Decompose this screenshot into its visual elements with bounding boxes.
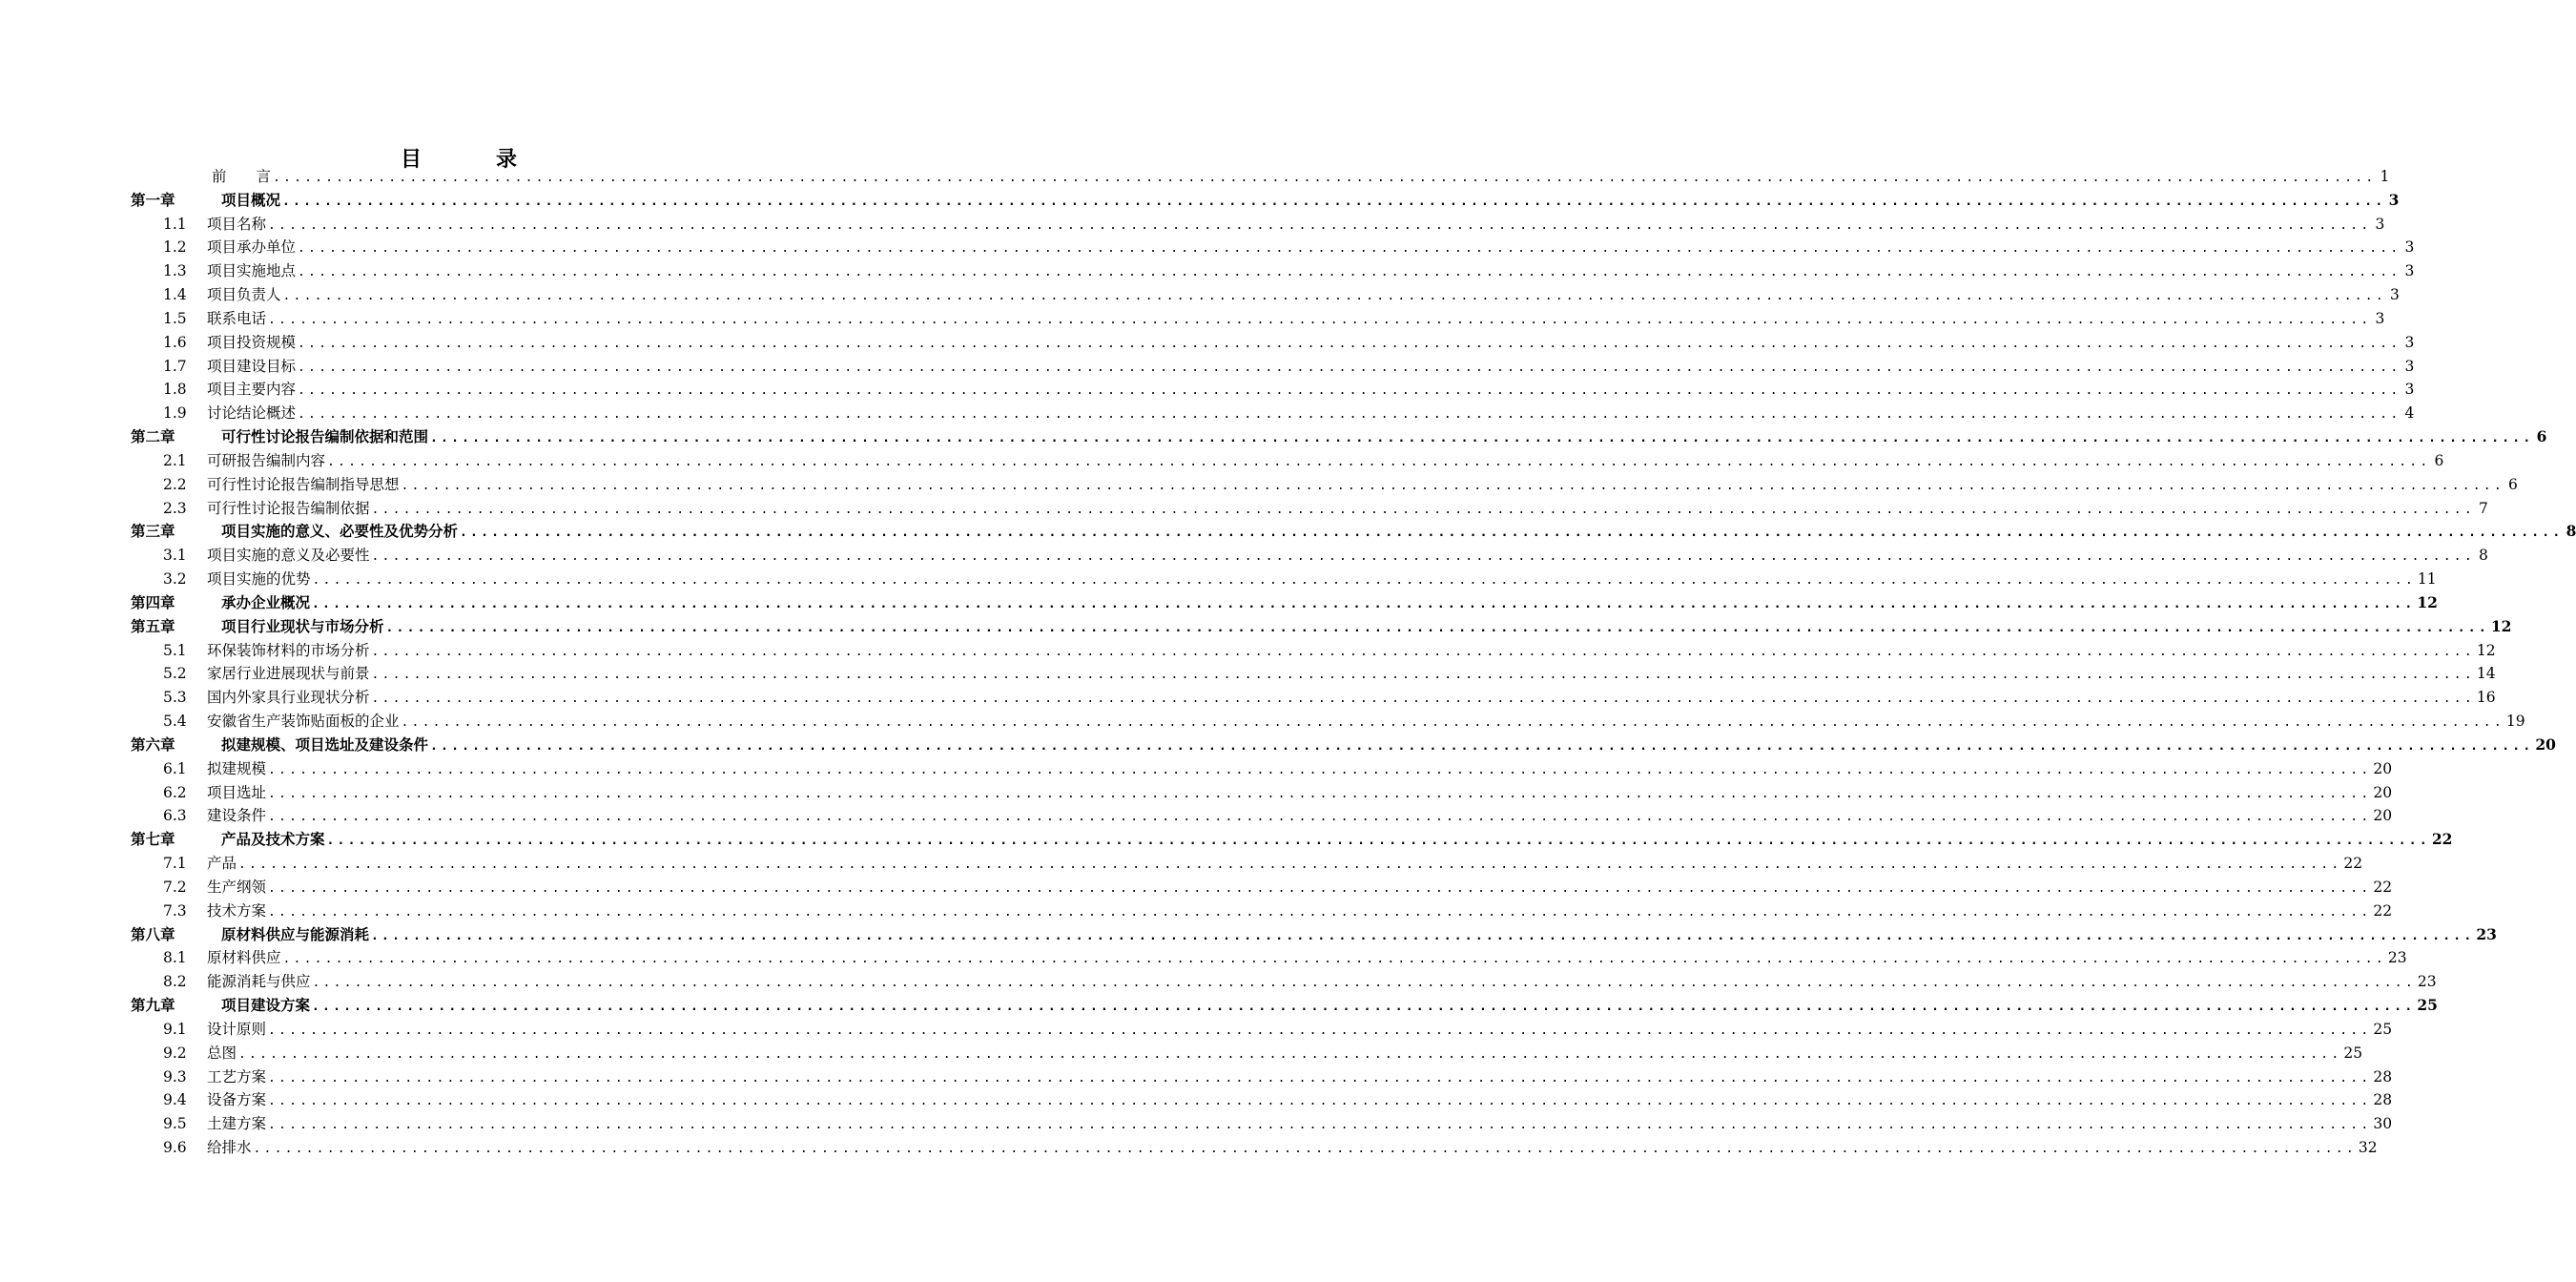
toc-dot-leader: ........................................................................................................................................................................................................ bbox=[371, 502, 2475, 517]
toc-dot-leader: ........................................................................................................................................................................................................ bbox=[312, 573, 2416, 589]
toc-entry-title: 建设条件 bbox=[207, 807, 267, 825]
toc-entry-title: 项目建设目标 bbox=[207, 357, 297, 375]
toc-entry-title: 项目实施的优势 bbox=[207, 570, 311, 589]
toc-dot-leader: ........................................................................................................................................................................................................ bbox=[282, 194, 2386, 209]
toc-entry[interactable] bbox=[131, 498, 2488, 519]
toc-entry-title: 项目名称 bbox=[207, 215, 267, 233]
toc-dot-leader: ........................................................................................................................................................................................................ bbox=[268, 786, 2372, 801]
toc-entry[interactable] bbox=[131, 545, 2488, 566]
page-title: 目 录 bbox=[400, 147, 544, 172]
toc-entry-page: 6 bbox=[2536, 427, 2547, 446]
toc-entry[interactable] bbox=[131, 947, 2407, 968]
toc-entry-page: 25 bbox=[2343, 1044, 2363, 1062]
toc-entry[interactable] bbox=[131, 521, 2576, 542]
toc-entry-page: 16 bbox=[2476, 689, 2496, 707]
toc-entry-number: 1.3 bbox=[163, 262, 187, 280]
toc-entry-page: 8 bbox=[2566, 522, 2576, 541]
toc-entry-page: 28 bbox=[2373, 1067, 2393, 1086]
toc-entry-page: 11 bbox=[2417, 570, 2437, 589]
toc-dot-leader: ........................................................................................................................................................................................................ bbox=[268, 810, 2372, 825]
toc-entry-page: 20 bbox=[2373, 783, 2393, 801]
toc-entry-title: 项目实施地点 bbox=[207, 262, 297, 280]
toc-entry-number: 1.5 bbox=[163, 309, 187, 327]
toc-entry-number: 第九章 bbox=[131, 996, 175, 1015]
toc-entry-number: 9.4 bbox=[163, 1091, 187, 1109]
toc-entry[interactable] bbox=[131, 308, 2385, 329]
toc-dot-leader: ........................................................................................................................................................................................................ bbox=[298, 241, 2401, 257]
toc-entry[interactable] bbox=[131, 569, 2437, 589]
toc-dot-leader: ........................................................................................................................................................................................................ bbox=[430, 738, 2534, 754]
toc-entry[interactable] bbox=[131, 237, 2415, 258]
toc-entry[interactable] bbox=[131, 758, 2393, 779]
toc-entry-number: 3.2 bbox=[163, 570, 187, 589]
toc-entry-page: 3 bbox=[2404, 381, 2415, 399]
toc-entry-number: 5.3 bbox=[163, 689, 187, 707]
toc-entry-title: 安徽省生产装饰贴面板的企业 bbox=[207, 713, 400, 731]
toc-entry-title: 工艺方案 bbox=[207, 1067, 267, 1086]
toc-dot-leader: ........................................................................................................................................................................................................ bbox=[326, 834, 2430, 849]
toc-entry-title: 产品 bbox=[207, 855, 237, 873]
toc-dot-leader: ........................................................................................................................................................................................................ bbox=[327, 454, 2431, 469]
toc-entry-title: 拟建规模 bbox=[207, 759, 267, 777]
toc-entry-title: 项目承办单位 bbox=[207, 238, 297, 257]
toc-entry-title: 项目实施的意义及必要性 bbox=[207, 547, 370, 565]
toc-dot-leader: ........................................................................................................................................................................................................ bbox=[268, 762, 2372, 777]
toc-entry-page: 20 bbox=[2535, 734, 2556, 754]
toc-entry-title: 可行性讨论报告编制依据和范围 bbox=[221, 427, 429, 446]
toc-entry-title: 项目建设方案 bbox=[221, 996, 311, 1015]
toc-dot-leader: ........................................................................................................................................................................................................ bbox=[371, 668, 2475, 683]
toc-entry-page: 3 bbox=[2404, 238, 2415, 257]
toc-entry-number: 2.3 bbox=[163, 499, 187, 517]
toc-entry-page: 3 bbox=[2404, 262, 2415, 280]
toc-dot-leader: ........................................................................................................................................................................................................ bbox=[298, 407, 2401, 423]
toc-entry[interactable] bbox=[131, 687, 2496, 708]
toc-entry-number: 5.1 bbox=[163, 641, 187, 659]
toc-entry-title: 原材料供应 bbox=[207, 949, 281, 967]
toc-entry[interactable] bbox=[131, 260, 2415, 281]
toc-entry-page: 22 bbox=[2431, 830, 2453, 849]
toc-dot-leader: ........................................................................................................................................................................................................ bbox=[282, 289, 2386, 304]
toc-entry[interactable] bbox=[131, 711, 2525, 732]
toc-entry-title: 项目选址 bbox=[207, 783, 267, 801]
toc-entry-page: 32 bbox=[2358, 1139, 2378, 1157]
toc-entry[interactable] bbox=[131, 877, 2393, 898]
toc-entry[interactable] bbox=[131, 450, 2444, 471]
toc-entry-number: 1.9 bbox=[163, 404, 187, 423]
toc-entry[interactable] bbox=[131, 403, 2415, 424]
toc-entry-number: 2.1 bbox=[163, 451, 187, 469]
toc-entry-number: 1.1 bbox=[163, 215, 187, 233]
toc-entry-page: 30 bbox=[2373, 1115, 2393, 1133]
toc-entry-title: 项目概况 bbox=[221, 190, 281, 209]
toc-entry-page: 19 bbox=[2505, 713, 2525, 731]
toc-entry-title: 可研报告编制内容 bbox=[207, 451, 326, 469]
toc-dot-leader: ........................................................................................................................................................................................................ bbox=[401, 715, 2504, 731]
toc-entry-title: 原材料供应与能源消耗 bbox=[221, 924, 370, 943]
toc-entry-number: 7.3 bbox=[163, 901, 187, 920]
toc-entry-number: 第三章 bbox=[131, 522, 175, 541]
toc-entry-title: 设计原则 bbox=[207, 1020, 267, 1038]
toc-dot-leader: ........................................................................................................................................................................................................ bbox=[273, 171, 2377, 185]
toc-entry-title: 技术方案 bbox=[207, 901, 267, 920]
toc-entry-page: 3 bbox=[2375, 215, 2385, 233]
toc-entry-page: 3 bbox=[2388, 190, 2400, 209]
toc-entry-title: 承办企业概况 bbox=[221, 592, 311, 611]
toc-entry-number: 1.6 bbox=[163, 333, 187, 351]
toc-entry-number: 7.1 bbox=[163, 855, 187, 873]
toc-entry-page: 28 bbox=[2373, 1091, 2393, 1109]
toc-entry[interactable] bbox=[131, 924, 2497, 945]
toc-dot-leader: ........................................................................................................................................................................................................ bbox=[238, 1046, 2342, 1062]
toc-entry-number: 8.1 bbox=[163, 949, 187, 967]
toc-entry-number: 6.1 bbox=[163, 759, 187, 777]
toc-entry-page: 22 bbox=[2373, 901, 2393, 920]
toc-dot-leader: ........................................................................................................................................................................................................ bbox=[268, 312, 2372, 327]
toc-dot-leader: ........................................................................................................................................................................................................ bbox=[371, 928, 2475, 943]
toc-entry[interactable] bbox=[131, 356, 2415, 377]
toc-entry-title: 国内外家具行业现状分析 bbox=[207, 689, 370, 707]
toc-dot-leader: ........................................................................................................................................................................................................ bbox=[371, 692, 2475, 707]
toc-entry-number: 1.4 bbox=[163, 286, 187, 304]
toc-entry-number: 2.2 bbox=[163, 475, 187, 493]
toc-entry-title: 设备方案 bbox=[207, 1091, 267, 1109]
toc-entry-number: 第七章 bbox=[131, 830, 175, 849]
toc-entry[interactable] bbox=[131, 166, 2390, 187]
toc-entry-number: 5.2 bbox=[163, 665, 187, 683]
toc-entry[interactable] bbox=[131, 829, 2453, 850]
toc-entry[interactable] bbox=[131, 900, 2393, 921]
toc-entry-page: 20 bbox=[2373, 807, 2393, 825]
toc-entry[interactable] bbox=[131, 214, 2385, 235]
toc-entry-title: 项目行业现状与市场分析 bbox=[221, 616, 384, 635]
toc-entry-page: 22 bbox=[2343, 855, 2363, 873]
toc-entry[interactable] bbox=[131, 734, 2556, 755]
toc-entry[interactable] bbox=[131, 284, 2400, 305]
toc-entry-number: 第一章 bbox=[131, 190, 175, 209]
toc-entry-page: 6 bbox=[2507, 475, 2518, 493]
toc-entry[interactable] bbox=[131, 1137, 2378, 1158]
toc-entry-number: 3.1 bbox=[163, 547, 187, 565]
toc-entry-number: 6.2 bbox=[163, 783, 187, 801]
toc-entry-title: 联系电话 bbox=[207, 309, 267, 327]
toc-entry[interactable] bbox=[131, 190, 2400, 211]
toc-dot-leader: ........................................................................................................................................................................................................ bbox=[401, 478, 2504, 493]
toc-entry-title: 环保装饰材料的市场分析 bbox=[207, 641, 370, 659]
toc-entry-title: 能源消耗与供应 bbox=[207, 973, 311, 991]
toc-entry-title: 可行性讨论报告编制依据 bbox=[207, 499, 370, 517]
toc-entry[interactable] bbox=[131, 640, 2496, 661]
toc-dot-leader: ........................................................................................................................................................................................................ bbox=[298, 336, 2401, 351]
toc-entry-page: 23 bbox=[2417, 973, 2437, 991]
toc-entry-title: 项目投资规模 bbox=[207, 333, 297, 351]
toc-entry[interactable] bbox=[131, 971, 2437, 992]
toc-entry-title: 拟建规模、项目选址及建设条件 bbox=[221, 734, 429, 754]
toc-entry-number: 第六章 bbox=[131, 734, 175, 754]
toc-entry[interactable] bbox=[131, 1019, 2393, 1040]
toc-entry-number: 9.3 bbox=[163, 1067, 187, 1086]
toc-entry-page: 3 bbox=[2375, 309, 2385, 327]
toc-entry[interactable] bbox=[131, 853, 2363, 874]
toc-entry-page: 14 bbox=[2476, 665, 2496, 683]
toc-entry[interactable] bbox=[131, 995, 2438, 1016]
toc-entry-page: 7 bbox=[2478, 499, 2488, 517]
toc-dot-leader: ........................................................................................................................................................................................................ bbox=[268, 1118, 2372, 1133]
toc-entry-title: 生产纲领 bbox=[207, 878, 267, 896]
toc-entry-page: 20 bbox=[2373, 759, 2393, 777]
toc-entry-number: 8.2 bbox=[163, 973, 187, 991]
toc-entry[interactable] bbox=[131, 332, 2415, 353]
toc-dot-leader: ........................................................................................................................................................................................................ bbox=[268, 904, 2372, 920]
toc-entry-number: 1.7 bbox=[163, 357, 187, 375]
toc-entry-number: 1.8 bbox=[163, 381, 187, 399]
toc-dot-leader: ........................................................................................................................................................................................................ bbox=[312, 976, 2416, 991]
toc-entry-page: 12 bbox=[2490, 616, 2512, 635]
toc-dot-leader: ........................................................................................................................................................................................................ bbox=[268, 880, 2372, 896]
toc-entry-number: 7.2 bbox=[163, 878, 187, 896]
toc-entry-number: 6.3 bbox=[163, 807, 187, 825]
toc-dot-leader: ........................................................................................................................................................................................................ bbox=[371, 644, 2475, 659]
toc-entry-number: 9.1 bbox=[163, 1020, 187, 1038]
toc-entry-page: 23 bbox=[2476, 924, 2497, 943]
toc-entry-page: 3 bbox=[2404, 357, 2415, 375]
toc-entry-title: 总图 bbox=[207, 1044, 237, 1062]
toc-entry-page: 12 bbox=[2476, 641, 2496, 659]
toc-entry-page: 3 bbox=[2404, 333, 2415, 351]
toc-dot-leader: ........................................................................................................................................................................................................ bbox=[268, 217, 2372, 233]
toc-dot-leader: ........................................................................................................................................................................................................ bbox=[268, 1070, 2372, 1086]
toc-entry[interactable] bbox=[131, 663, 2496, 684]
toc-entry[interactable] bbox=[131, 592, 2438, 613]
toc-entry-number: 1.2 bbox=[163, 238, 187, 257]
toc-entry[interactable] bbox=[131, 1066, 2393, 1087]
toc-entry[interactable] bbox=[131, 782, 2393, 803]
toc-entry-number: 9.5 bbox=[163, 1115, 187, 1133]
toc-entry-title: 土建方案 bbox=[207, 1115, 267, 1133]
toc-entry-page: 12 bbox=[2417, 592, 2438, 611]
toc-entry-page: 22 bbox=[2373, 878, 2393, 896]
toc-dot-leader: ........................................................................................................................................................................................................ bbox=[312, 596, 2416, 611]
toc-dot-leader: ........................................................................................................................................................................................................ bbox=[371, 549, 2475, 565]
toc-entry-number: 9.6 bbox=[163, 1139, 187, 1157]
toc-entry[interactable] bbox=[131, 1043, 2363, 1064]
toc-entry-title: 给排水 bbox=[207, 1139, 252, 1157]
toc-dot-leader: ........................................................................................................................................................................................................ bbox=[460, 526, 2564, 541]
toc-entry-number: 第五章 bbox=[131, 616, 175, 635]
toc-dot-leader: ........................................................................................................................................................................................................ bbox=[268, 1023, 2372, 1038]
toc-entry-title: 前 言 bbox=[212, 168, 272, 185]
toc-entry[interactable] bbox=[131, 426, 2547, 447]
toc-entry-title: 讨论结论概述 bbox=[207, 404, 297, 423]
toc-dot-leader: ........................................................................................................................................................................................................ bbox=[238, 858, 2342, 873]
toc-entry-page: 1 bbox=[2380, 168, 2390, 185]
toc-entry-title: 项目主要内容 bbox=[207, 381, 297, 399]
toc-dot-leader: ........................................................................................................................................................................................................ bbox=[282, 952, 2386, 967]
toc-entry-page: 25 bbox=[2373, 1020, 2393, 1038]
toc-dot-leader: ........................................................................................................................................................................................................ bbox=[385, 620, 2489, 635]
toc-entry[interactable] bbox=[131, 805, 2393, 826]
toc-dot-leader: ........................................................................................................................................................................................................ bbox=[298, 265, 2401, 280]
toc-dot-leader: ........................................................................................................................................................................................................ bbox=[430, 431, 2534, 446]
toc-entry-page: 3 bbox=[2389, 286, 2400, 304]
toc-entry-page: 6 bbox=[2434, 451, 2444, 469]
toc-entry-title: 项目实施的意义、必要性及优势分析 bbox=[221, 522, 459, 541]
toc-dot-leader: ........................................................................................................................................................................................................ bbox=[268, 1094, 2372, 1109]
toc-entry-number: 9.2 bbox=[163, 1044, 187, 1062]
toc-dot-leader: ........................................................................................................................................................................................................ bbox=[298, 383, 2401, 399]
toc-entry-number: 第八章 bbox=[131, 924, 175, 943]
toc-dot-leader: ........................................................................................................................................................................................................ bbox=[312, 1000, 2416, 1015]
toc-entry-title: 产品及技术方案 bbox=[221, 830, 325, 849]
toc-entry[interactable] bbox=[131, 1113, 2393, 1134]
toc-entry[interactable] bbox=[131, 616, 2512, 637]
toc-entry-number: 第四章 bbox=[131, 592, 175, 611]
toc-dot-leader: ........................................................................................................................................................................................................ bbox=[298, 360, 2401, 375]
toc-entry-title: 可行性讨论报告编制指导思想 bbox=[207, 475, 400, 493]
toc-entry[interactable] bbox=[131, 474, 2518, 495]
toc-entry-title: 家居行业进展现状与前景 bbox=[207, 665, 370, 683]
toc-entry[interactable] bbox=[131, 1089, 2393, 1110]
toc-entry-title: 项目负责人 bbox=[207, 286, 281, 304]
toc-dot-leader: ........................................................................................................................................................................................................ bbox=[253, 1142, 2357, 1157]
toc-entry-page: 23 bbox=[2387, 949, 2407, 967]
toc-entry-number: 第二章 bbox=[131, 427, 175, 446]
toc-entry-page: 8 bbox=[2478, 547, 2488, 565]
toc-entry[interactable] bbox=[131, 379, 2415, 400]
toc-entry-page: 4 bbox=[2404, 404, 2415, 423]
toc-entry-page: 25 bbox=[2417, 996, 2438, 1015]
toc-entry-number: 5.4 bbox=[163, 713, 187, 731]
